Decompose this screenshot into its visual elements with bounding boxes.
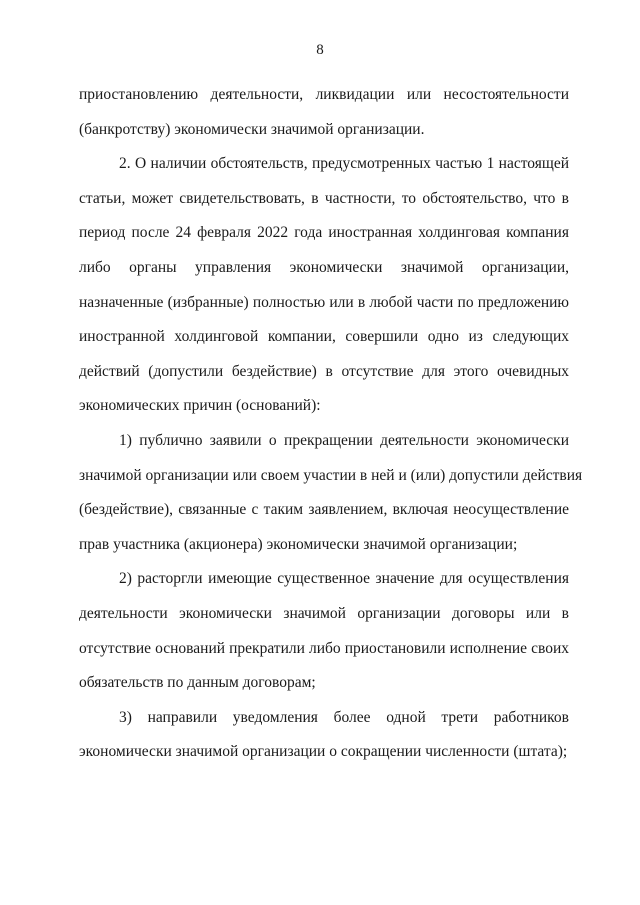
text-line: значимой организации или своем участии в ней и (или) допустили действия bbox=[79, 466, 583, 484]
text-line: либо органы управления экономически значимой организации, bbox=[79, 258, 569, 276]
text-line: 2. О наличии обстоятельств, предусмотренных частью 1 настоящей bbox=[119, 155, 569, 173]
text-line: отсутствие оснований прекратили либо приостановили исполнение своих bbox=[79, 639, 569, 657]
page-number: 8 bbox=[316, 42, 324, 58]
text-line: действий (допустили бездействие) в отсутствие для этого очевидных bbox=[79, 362, 569, 380]
text-line: 2) расторгли имеющие существенное значение для осуществления bbox=[119, 570, 569, 588]
text-line: прав участника (акционера) экономически значимой организации; bbox=[79, 535, 518, 553]
text-line: 1) публично заявили о прекращении деятельности экономически bbox=[119, 431, 569, 449]
paragraph bbox=[79, 701, 569, 770]
paragraph bbox=[79, 78, 569, 147]
text-line: (бездействие), связанные с таким заявлением, включая неосуществление bbox=[79, 501, 569, 519]
paragraph bbox=[79, 147, 569, 424]
document-body bbox=[79, 78, 583, 770]
text-line: деятельности экономически значимой организации договоры или в bbox=[79, 604, 569, 622]
text-line: экономических причин (оснований): bbox=[79, 397, 321, 415]
text-line: период после 24 февраля 2022 года иностранная холдинговая компания bbox=[79, 224, 569, 242]
paragraph bbox=[79, 562, 569, 700]
text-line: обязательств по данным договорам; bbox=[79, 674, 316, 692]
text-line: 3) направили уведомления более одной трети работников bbox=[119, 708, 569, 726]
paragraph bbox=[79, 424, 583, 562]
text-line: иностранной холдинговой компании, совершили одно из следующих bbox=[79, 328, 569, 346]
text-line: (банкротству) экономически значимой организации. bbox=[79, 120, 425, 138]
text-line: статьи, может свидетельствовать, в частности, то обстоятельство, что в bbox=[79, 189, 569, 207]
text-line: экономически значимой организации о сокращении численности (штата); bbox=[79, 743, 568, 761]
text-line: назначенные (избранные) полностью или в любой части по предложению bbox=[79, 293, 569, 311]
text-line: приостановлению деятельности, ликвидации или несостоятельности bbox=[79, 86, 569, 103]
